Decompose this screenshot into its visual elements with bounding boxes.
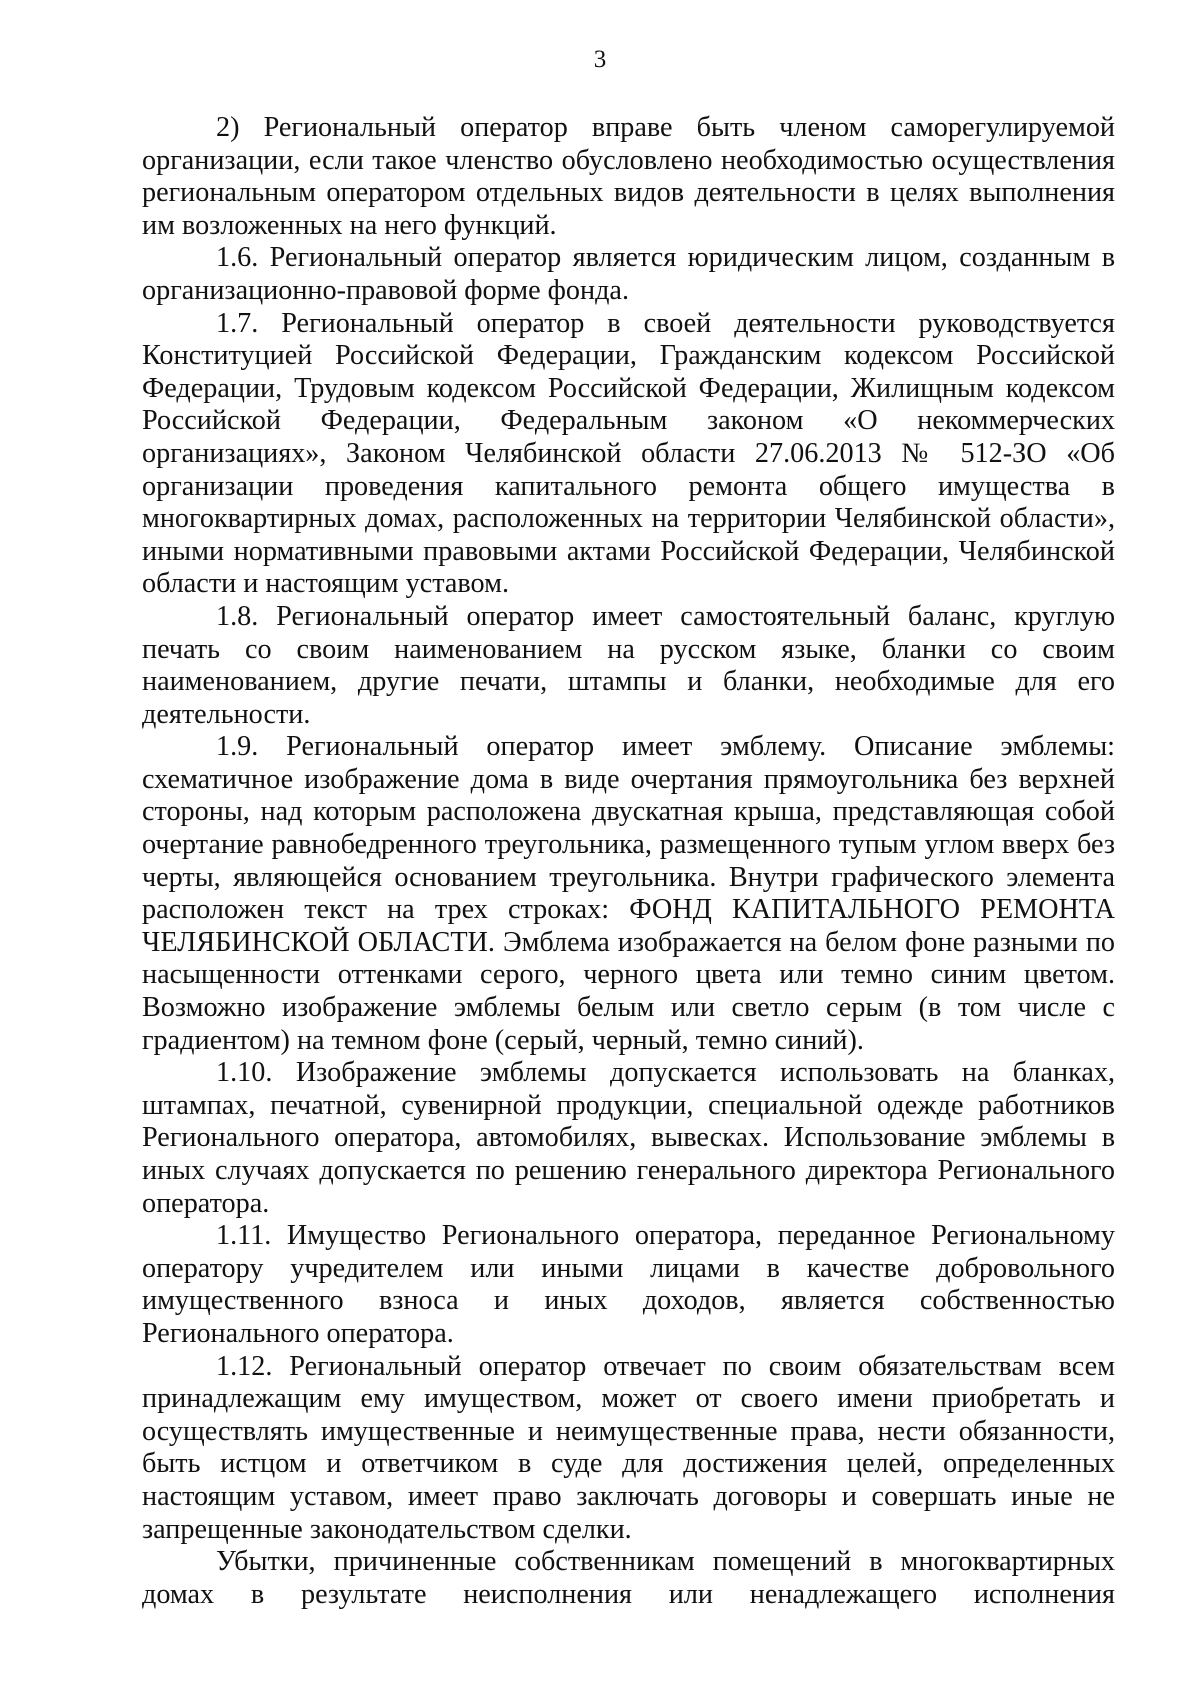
paragraph-losses: Убытки, причиненные собственникам помещений в многоквартирных домах в результате неисполнения или ненадлежащего исполнения (142, 1546, 1115, 1610)
paragraph-1-12-liability: 1.12. Региональный оператор отвечает по своим обязательствам всем принадлежащим ему имуществом, может от своего имени приобретать и осуществлять имущественные и неимущественные права, нести обязанности, быть истцом и ответчиком в суде для достижения целей, определенных настоящим уставом, имеет право заключать договоры и совершать иные не запрещенные законодательством сделки. (142, 1350, 1115, 1545)
document-body (142, 112, 1115, 1611)
paragraph-1-11-property: 1.11. Имущество Регионального оператора, переданное Региональному оператору учредителем или иными лицами в качестве добровольного имущественного взноса и иных доходов, является собственностью Регионального оператора. (142, 1220, 1115, 1349)
paragraph-1-6-legal-entity: 1.6. Региональный оператор является юридическим лицом, созданным в организационно-правовой форме фонда. (142, 242, 1115, 306)
paragraph-1-7-legislation: 1.7. Региональный оператор в своей деятельности руководствуется Конституцией Российской Федерации, Гражданским кодексом Российской Федерации, Трудовым кодексом Российской Федерации, Жилищным кодексом Российской Федерации, Федеральным законом «О некоммерческих организациях», Законом Челябинской области 27.06.2013 № 512-ЗО «Об организации проведения капитального ремонта общего имущества в многоквартирных домах, расположенных на территории Челябинской области», иными нормативными правовыми актами Российской Федерации, Челябинской области и настоящим уставом. (142, 307, 1115, 600)
paragraph-1-10-emblem-usage: 1.10. Изображение эмблемы допускается использовать на бланках, штампах, печатной, сувенирной продукции, специальной одежде работников Регионального оператора, автомобилях, вывесках. Использование эмблемы в иных случаях допускается по решению генерального директора Регионального оператора. (142, 1057, 1115, 1219)
paragraph-2-membership: 2) Региональный оператор вправе быть членом саморегулируемой организации, если такое членство обусловлено необходимостью осуществления региональным оператором отдельных видов деятельности в целях выполнения им возложенных на него функций. (142, 112, 1115, 241)
paragraph-1-8-seal-and-forms: 1.8. Региональный оператор имеет самостоятельный баланс, круглую печать со своим наименованием на русском языке, бланки со своим наименованием, другие печати, штампы и бланки, необходимые для его деятельности. (142, 600, 1115, 730)
paragraph-1-9-emblem-description: 1.9. Региональный оператор имеет эмблему. Описание эмблемы: схематичное изображение дома в виде очертания прямоугольника без верхней стороны, над которым расположена двускатная крыша, представляющая собой очертание равнобедренного треугольника, размещенного тупым углом вверх без черты, являющейся основанием треугольника. Внутри графического элемента расположен текст на трех строках: ФОНД КАПИТАЛЬНОГО РЕМОНТА ЧЕЛЯБИНСКОЙ ОБЛАСТИ. Эмблема изображается на белом фоне разными по насыщенности оттенками серого, черного цвета или темно синим цветом. Возможно изображение эмблемы белым или светло серым (в том числе с градиентом) на темном фоне (серый, черный, темно синий). (142, 731, 1115, 1056)
page-number: 3 (593, 46, 607, 73)
